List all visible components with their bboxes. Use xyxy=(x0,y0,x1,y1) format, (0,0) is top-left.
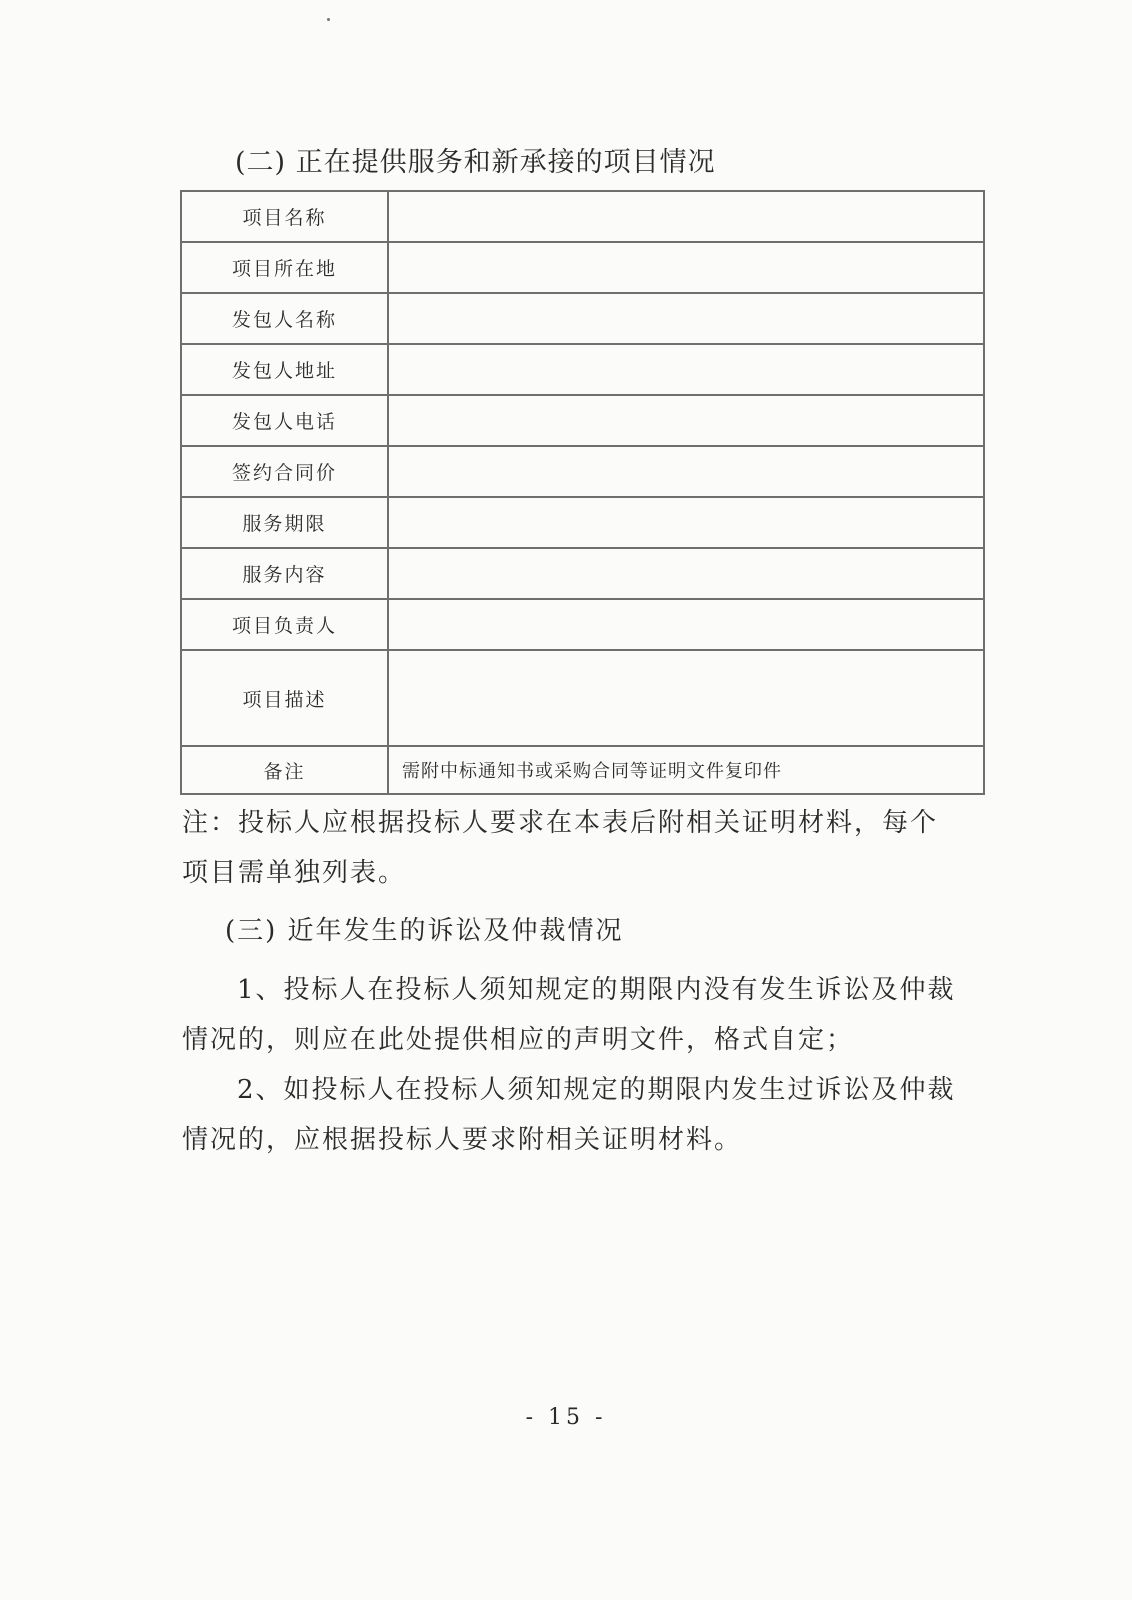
row-label: 项目描述 xyxy=(181,650,388,746)
table-row xyxy=(181,395,984,446)
row-label: 备注 xyxy=(181,746,388,794)
row-value xyxy=(388,242,984,293)
row-value xyxy=(388,293,984,344)
row-value xyxy=(388,191,984,242)
table-row xyxy=(181,650,984,746)
row-label: 项目所在地 xyxy=(181,242,388,293)
row-label: 服务内容 xyxy=(181,548,388,599)
row-label: 发包人名称 xyxy=(181,293,388,344)
section-3-item-2: 2、如投标人在投标人须知规定的期限内发生过诉讼及仲裁情况的，应根据投标人要求附相关证明材料。 xyxy=(182,1075,956,1155)
table-row xyxy=(181,599,984,650)
table-row xyxy=(181,497,984,548)
row-label: 项目负责人 xyxy=(181,599,388,650)
row-value: 需附中标通知书或采购合同等证明文件复印件 xyxy=(388,746,984,794)
table-row xyxy=(181,548,984,599)
table-row xyxy=(181,242,984,293)
row-value xyxy=(388,650,984,746)
row-label: 发包人地址 xyxy=(181,344,388,395)
row-value xyxy=(388,599,984,650)
row-value xyxy=(388,344,984,395)
table-row xyxy=(181,746,984,794)
table-row xyxy=(181,293,984,344)
row-label: 服务期限 xyxy=(181,497,388,548)
table-note: 注：投标人应根据投标人要求在本表后附相关证明材料，每个项目需单独列表。 xyxy=(182,808,939,888)
row-value xyxy=(388,446,984,497)
row-label: 项目名称 xyxy=(181,191,388,242)
row-label: 发包人电话 xyxy=(181,395,388,446)
page-number: - 15 - xyxy=(525,1405,607,1430)
scan-speck xyxy=(327,18,330,21)
table-row xyxy=(181,344,984,395)
section-2-heading: (二) 正在提供服务和新承接的项目情况 xyxy=(235,147,716,178)
section-3-heading: (三) 近年发生的诉讼及仲裁情况 xyxy=(225,916,624,946)
table-row xyxy=(181,191,984,242)
row-value xyxy=(388,548,984,599)
row-label: 签约合同价 xyxy=(181,446,388,497)
project-info-table xyxy=(180,190,985,795)
row-value xyxy=(388,395,984,446)
row-value xyxy=(388,497,984,548)
table-row xyxy=(181,446,984,497)
section-3-item-1: 1、投标人在投标人须知规定的期限内没有发生诉讼及仲裁情况的，则应在此处提供相应的声明文件，格式自定； xyxy=(182,975,956,1055)
